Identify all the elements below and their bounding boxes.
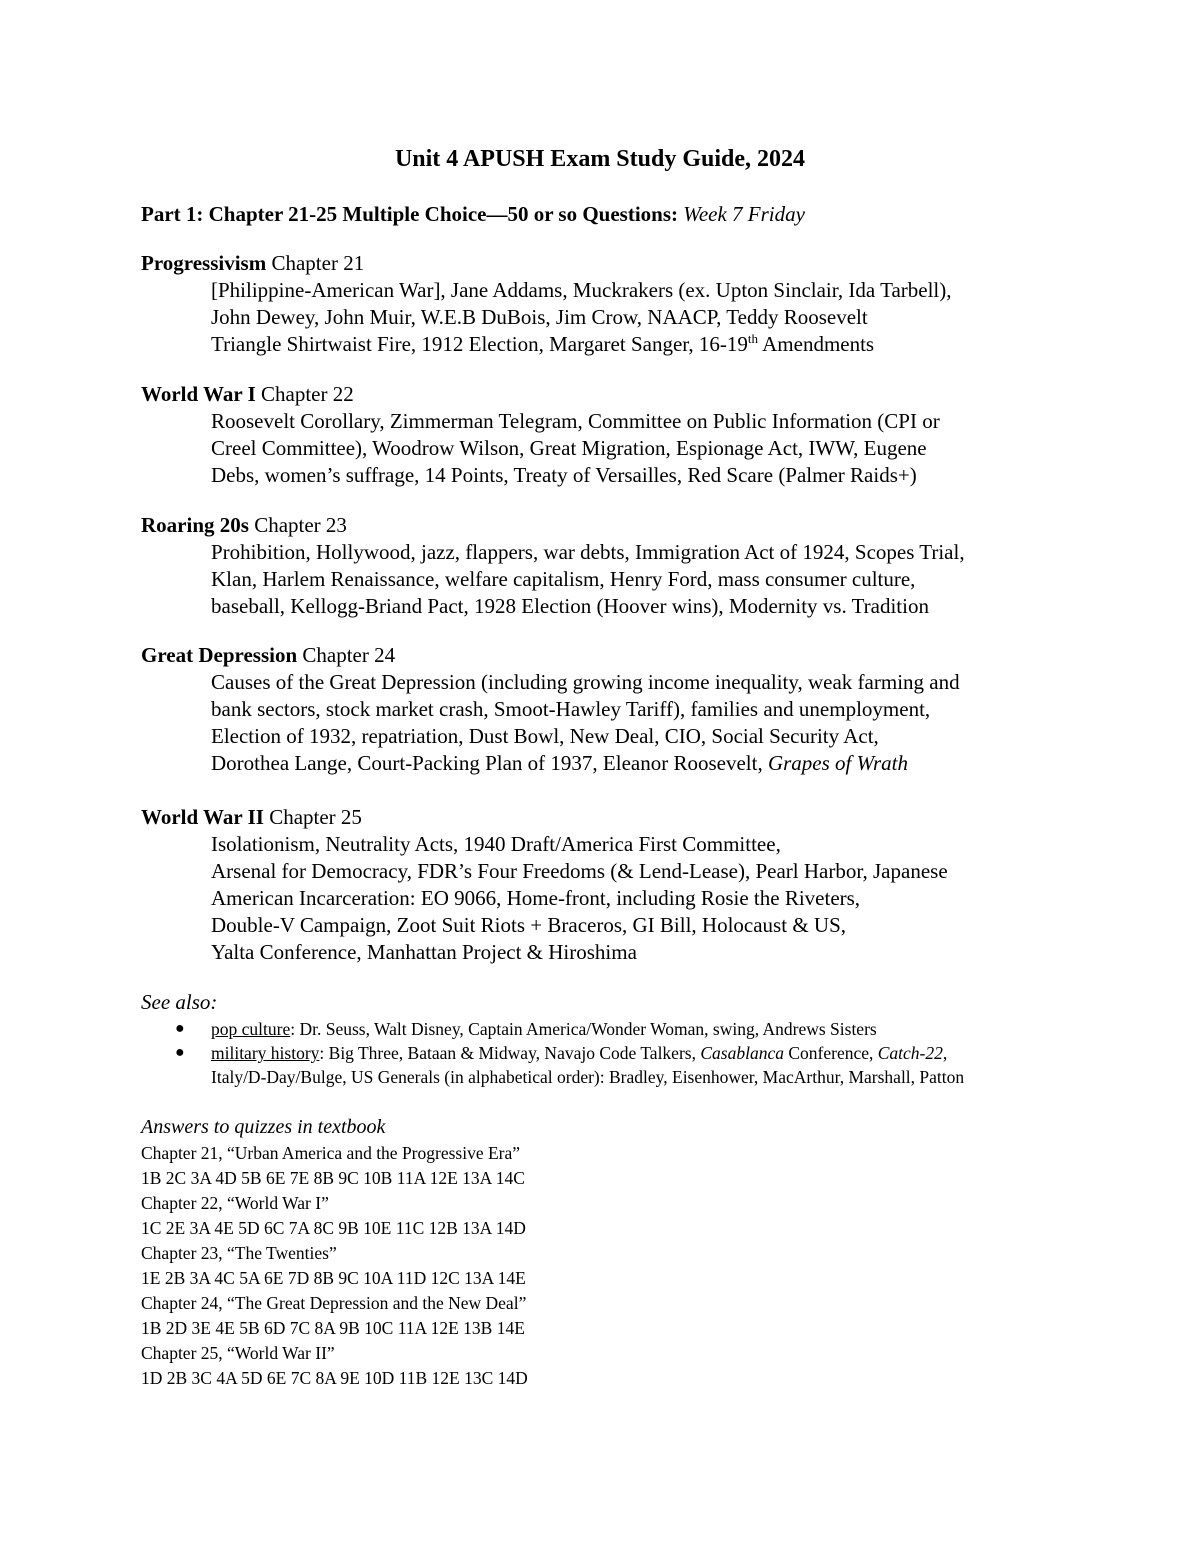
bullet-text: : Dr. Seuss, Walt Disney, Captain America/Wonder Woman, swing, Andrews Sisters xyxy=(290,1019,877,1039)
topic-line: Creel Committee), Woodrow Wilson, Great Migration, Espionage Act, IWW, Eugene xyxy=(211,436,927,460)
see-also-heading: See also: xyxy=(141,990,218,1014)
topic-line: Debs, women’s suffrage, 14 Points, Treaty of Versailles, Red Scare (Palmer Raids+) xyxy=(211,463,917,487)
topic-line: Klan, Harlem Renaissance, welfare capitalism, Henry Ford, mass consumer culture, xyxy=(211,567,916,591)
bullet-text: : Big Three, Bataan & Midway, Navajo Code Talkers, xyxy=(319,1043,701,1063)
answer-key: 1B 2C 3A 4D 5B 6E 7E 8B 9C 10B 11A 12E 13A 14C xyxy=(141,1168,525,1188)
answer-key: 1B 2D 3E 4E 5B 6D 7C 8A 9B 10C 11A 12E 13B 14E xyxy=(141,1318,525,1338)
section-topics xyxy=(141,277,952,358)
topic-line: Prohibition, Hollywood, jazz, flappers, war debts, Immigration Act of 1924, Scopes Trial, xyxy=(211,540,965,564)
section-heading xyxy=(141,642,960,669)
part-1-date: Week 7 Friday xyxy=(683,202,805,226)
topic-line: Arsenal for Democracy, FDR’s Four Freedoms (& Lend-Lease), Pearl Harbor, Japanese xyxy=(211,859,948,883)
topic-line: Yalta Conference, Manhattan Project & Hiroshima xyxy=(211,940,637,964)
answer-chapter-title: Chapter 21, “Urban America and the Progressive Era” xyxy=(141,1143,521,1163)
answer-chapter-title: Chapter 23, “The Twenties” xyxy=(141,1243,337,1263)
section-progressivism xyxy=(141,250,952,358)
part-1-label: Part 1: Chapter 21-25 Multiple Choice—50 or so Questions: xyxy=(141,202,679,226)
topic-line: John Dewey, John Muir, W.E.B DuBois, Jim Crow, NAACP, Teddy Roosevelt xyxy=(211,305,868,329)
section-topics xyxy=(141,831,948,966)
section-chapter: Chapter 25 xyxy=(269,805,362,829)
topic-text: Dorothea Lange, Court-Packing Plan of 1937, Eleanor Roosevelt, xyxy=(211,751,763,775)
list-item xyxy=(175,1017,964,1041)
section-heading xyxy=(141,804,948,831)
superscript: th xyxy=(747,331,759,346)
section-title: Great Depression xyxy=(141,643,298,667)
topic-text: Amendments xyxy=(758,332,875,356)
section-topics xyxy=(141,408,940,489)
section-roaring-20s xyxy=(141,512,965,620)
section-world-war-i xyxy=(141,381,940,489)
topic-line xyxy=(211,331,952,358)
section-heading xyxy=(141,250,952,277)
section-title: Roaring 20s xyxy=(141,513,249,537)
answer-chapter-title: Chapter 24, “The Great Depression and the New Deal” xyxy=(141,1293,527,1313)
section-topics xyxy=(141,539,965,620)
answer-chapter-title: Chapter 22, “World War I” xyxy=(141,1193,329,1213)
section-heading xyxy=(141,381,940,408)
page-title: Unit 4 APUSH Exam Study Guide, 2024 xyxy=(394,146,806,172)
answer-key: 1D 2B 3C 4A 5D 6E 7C 8A 9E 10D 11B 12E 13C 14D xyxy=(141,1368,528,1388)
topic-line: Isolationism, Neutrality Acts, 1940 Draft/America First Committee, xyxy=(211,832,781,856)
section-title: Progressivism xyxy=(141,251,267,275)
section-title: World War II xyxy=(141,805,264,829)
bullet-italic: Catch-22 xyxy=(877,1043,943,1063)
book-title: Grapes of Wrath xyxy=(767,751,908,775)
section-chapter: Chapter 22 xyxy=(261,382,354,406)
bullet-label: pop culture xyxy=(211,1019,291,1039)
bullet-icon: ● xyxy=(175,1020,185,1037)
answer-key: 1C 2E 3A 4E 5D 6C 7A 8C 9B 10E 11C 12B 13A 14D xyxy=(141,1218,526,1238)
answers-heading: Answers to quizzes in textbook xyxy=(141,1116,386,1138)
topic-line: Double-V Campaign, Zoot Suit Riots + Braceros, GI Bill, Holocaust & US, xyxy=(211,913,846,937)
section-heading xyxy=(141,512,965,539)
section-chapter: Chapter 24 xyxy=(302,643,396,667)
bullet-italic: Casablanca xyxy=(700,1043,784,1063)
section-great-depression xyxy=(141,642,960,777)
section-topics xyxy=(141,669,960,777)
topic-line: American Incarceration: EO 9066, Home-front, including Rosie the Riveters, xyxy=(211,886,861,910)
bullet-text: , xyxy=(942,1043,948,1063)
topic-line: baseball, Kellogg-Briand Pact, 1928 Election (Hoover wins), Modernity vs. Tradition xyxy=(211,594,929,618)
section-chapter: Chapter 21 xyxy=(271,251,365,275)
section-chapter: Chapter 23 xyxy=(254,513,347,537)
topic-line xyxy=(211,750,960,777)
list-item xyxy=(175,1041,964,1089)
answer-chapter-title: Chapter 25, “World War II” xyxy=(141,1343,335,1363)
bullet-icon: ● xyxy=(175,1044,185,1061)
part-1-heading xyxy=(141,200,805,228)
topic-text: Triangle Shirtwaist Fire, 1912 Election, Margaret Sanger, 16-19 xyxy=(211,332,748,356)
section-world-war-ii xyxy=(141,804,948,966)
topic-line: Causes of the Great Depression (including growing income inequality, weak farming and xyxy=(211,670,960,694)
topic-line: bank sectors, stock market crash, Smoot-Hawley Tariff), families and unemployment, xyxy=(211,697,931,721)
topic-line: Roosevelt Corollary, Zimmerman Telegram, Committee on Public Information (CPI or xyxy=(211,409,940,433)
bullet-label: military history xyxy=(211,1043,320,1063)
topic-line: Election of 1932, repatriation, Dust Bowl, New Deal, CIO, Social Security Act, xyxy=(211,724,879,748)
answers-section xyxy=(141,1113,528,1391)
answer-key: 1E 2B 3A 4C 5A 6E 7D 8B 9C 10A 11D 12C 13A 14E xyxy=(141,1268,526,1288)
section-title: World War I xyxy=(141,382,256,406)
topic-line: [Philippine-American War], Jane Addams, Muckrakers (ex. Upton Sinclair, Ida Tarbell), xyxy=(211,278,952,302)
bullet-text: Italy/D-Day/Bulge, US Generals (in alphabetical order): Bradley, Eisenhower, MacArthur, Marshall, Patton xyxy=(211,1067,965,1087)
see-also-list xyxy=(175,1017,964,1089)
bullet-text: Conference, xyxy=(783,1043,878,1063)
